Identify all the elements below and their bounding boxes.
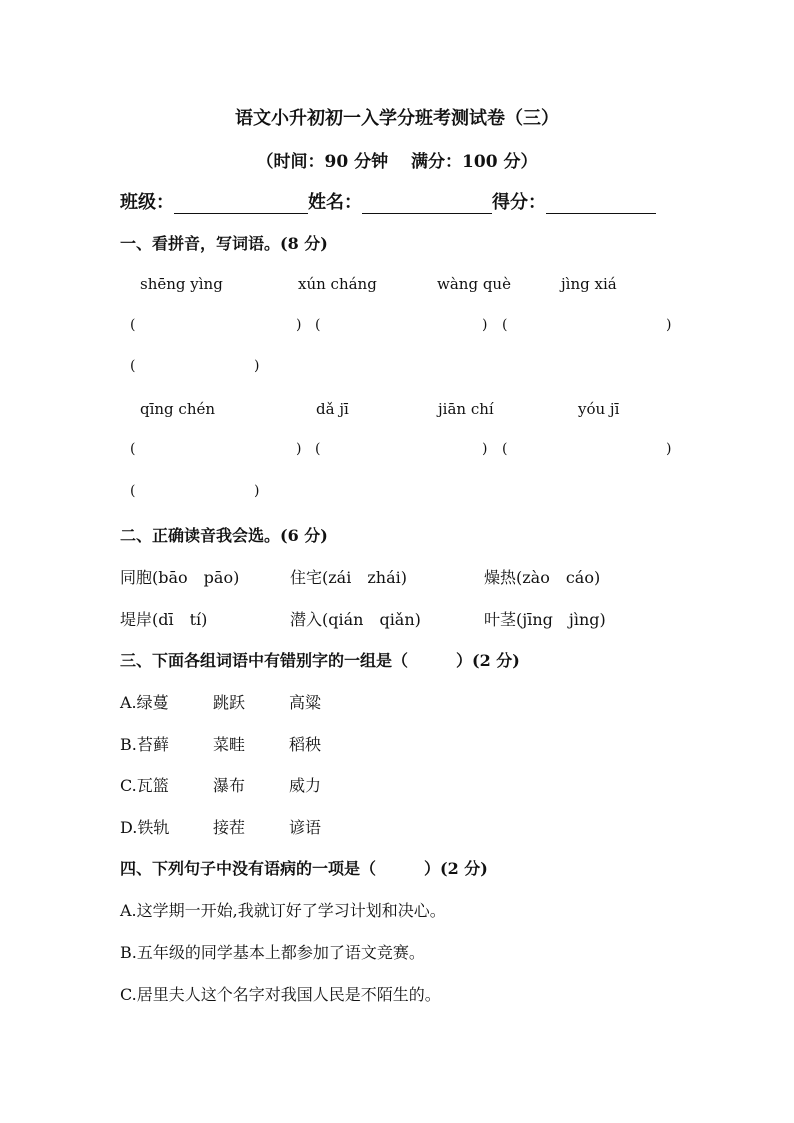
q1-heading: 一、看拼音，写词语。(8 分) bbox=[120, 234, 328, 253]
answer-paren-open: ( bbox=[130, 358, 136, 374]
answer-paren-open: ( bbox=[502, 441, 508, 457]
reading-choice: 叶茎(jīng jìng) bbox=[484, 610, 606, 629]
option-word: 威力 bbox=[289, 776, 322, 795]
option-word: 高粱 bbox=[289, 693, 322, 712]
q3-option-c bbox=[120, 773, 321, 796]
q4-option-b: B.五年级的同学基本上都参加了语文竞赛。 bbox=[120, 943, 425, 962]
pinyin-item: wàng què bbox=[437, 275, 511, 293]
q3-option-d bbox=[120, 815, 321, 838]
class-label: 班级： bbox=[120, 192, 174, 213]
option-word: 接茬 bbox=[213, 818, 246, 837]
option-label: C.瓦篮 bbox=[120, 776, 169, 795]
answer-paren-close: ) bbox=[254, 483, 260, 499]
q3-heading: 三、下面各组词语中有错别字的一组是（ ）(2 分) bbox=[120, 651, 520, 670]
answer-paren-open: ( bbox=[130, 483, 136, 499]
score-label: 得分： bbox=[492, 192, 546, 213]
answer-paren-open: ( bbox=[315, 441, 321, 457]
student-info-row bbox=[120, 188, 656, 214]
answer-paren-close: ) bbox=[254, 358, 260, 374]
answer-paren-close: ) bbox=[666, 441, 672, 457]
answer-paren-close: ) bbox=[666, 317, 672, 333]
reading-choice: 堤岸(dī tí) bbox=[120, 610, 208, 629]
option-label: D.铁轨 bbox=[120, 818, 170, 837]
pinyin-item: dǎ jī bbox=[316, 400, 349, 418]
option-label: B.苔藓 bbox=[120, 735, 169, 754]
q4-option-c: C.居里夫人这个名字对我国人民是不陌生的。 bbox=[120, 985, 441, 1004]
page-title: 语文小升初初一入学分班考测试卷（三） bbox=[235, 108, 559, 129]
reading-choice: 潜入(qián qiǎn) bbox=[290, 610, 421, 629]
reading-choice: 燥热(zào cáo) bbox=[484, 568, 601, 587]
exam-meta: （时间：90 分钟 满分：100 分） bbox=[256, 152, 538, 172]
q4-heading: 四、下列句子中没有语病的一项是（ ）(2 分) bbox=[120, 859, 488, 878]
name-blank[interactable] bbox=[362, 195, 492, 214]
reading-choice: 同胞(bāo pāo) bbox=[120, 568, 240, 587]
answer-paren-close: ) bbox=[482, 441, 488, 457]
name-label: 姓名： bbox=[308, 192, 362, 213]
pinyin-item: xún cháng bbox=[298, 275, 377, 293]
q3-option-a bbox=[120, 690, 321, 713]
pinyin-item: shēng yìng bbox=[140, 275, 223, 293]
option-label: A.绿蔓 bbox=[120, 693, 169, 712]
pinyin-item: yóu jī bbox=[578, 400, 620, 418]
q3-option-b bbox=[120, 732, 321, 755]
answer-paren-close: ) bbox=[296, 317, 302, 333]
pinyin-item: jìng xiá bbox=[561, 275, 617, 293]
q2-heading: 二、正确读音我会选。(6 分) bbox=[120, 526, 328, 545]
pinyin-item: jiān chí bbox=[438, 400, 494, 418]
answer-paren-open: ( bbox=[502, 317, 508, 333]
q4-option-a: A.这学期一开始,我就订好了学习计划和决心。 bbox=[120, 901, 446, 920]
answer-paren-open: ( bbox=[130, 441, 136, 457]
option-word: 跳跃 bbox=[213, 693, 246, 712]
answer-paren-open: ( bbox=[315, 317, 321, 333]
option-word: 谚语 bbox=[289, 818, 322, 837]
option-word: 瀑布 bbox=[213, 776, 246, 795]
answer-paren-open: ( bbox=[130, 317, 136, 333]
option-word: 菜畦 bbox=[213, 735, 246, 754]
answer-paren-close: ) bbox=[296, 441, 302, 457]
pinyin-item: qīng chén bbox=[140, 400, 216, 418]
score-blank[interactable] bbox=[546, 195, 656, 214]
class-blank[interactable] bbox=[174, 195, 308, 214]
answer-paren-close: ) bbox=[482, 317, 488, 333]
reading-choice: 住宅(zái zhái) bbox=[290, 568, 407, 587]
option-word: 稻秧 bbox=[289, 735, 322, 754]
